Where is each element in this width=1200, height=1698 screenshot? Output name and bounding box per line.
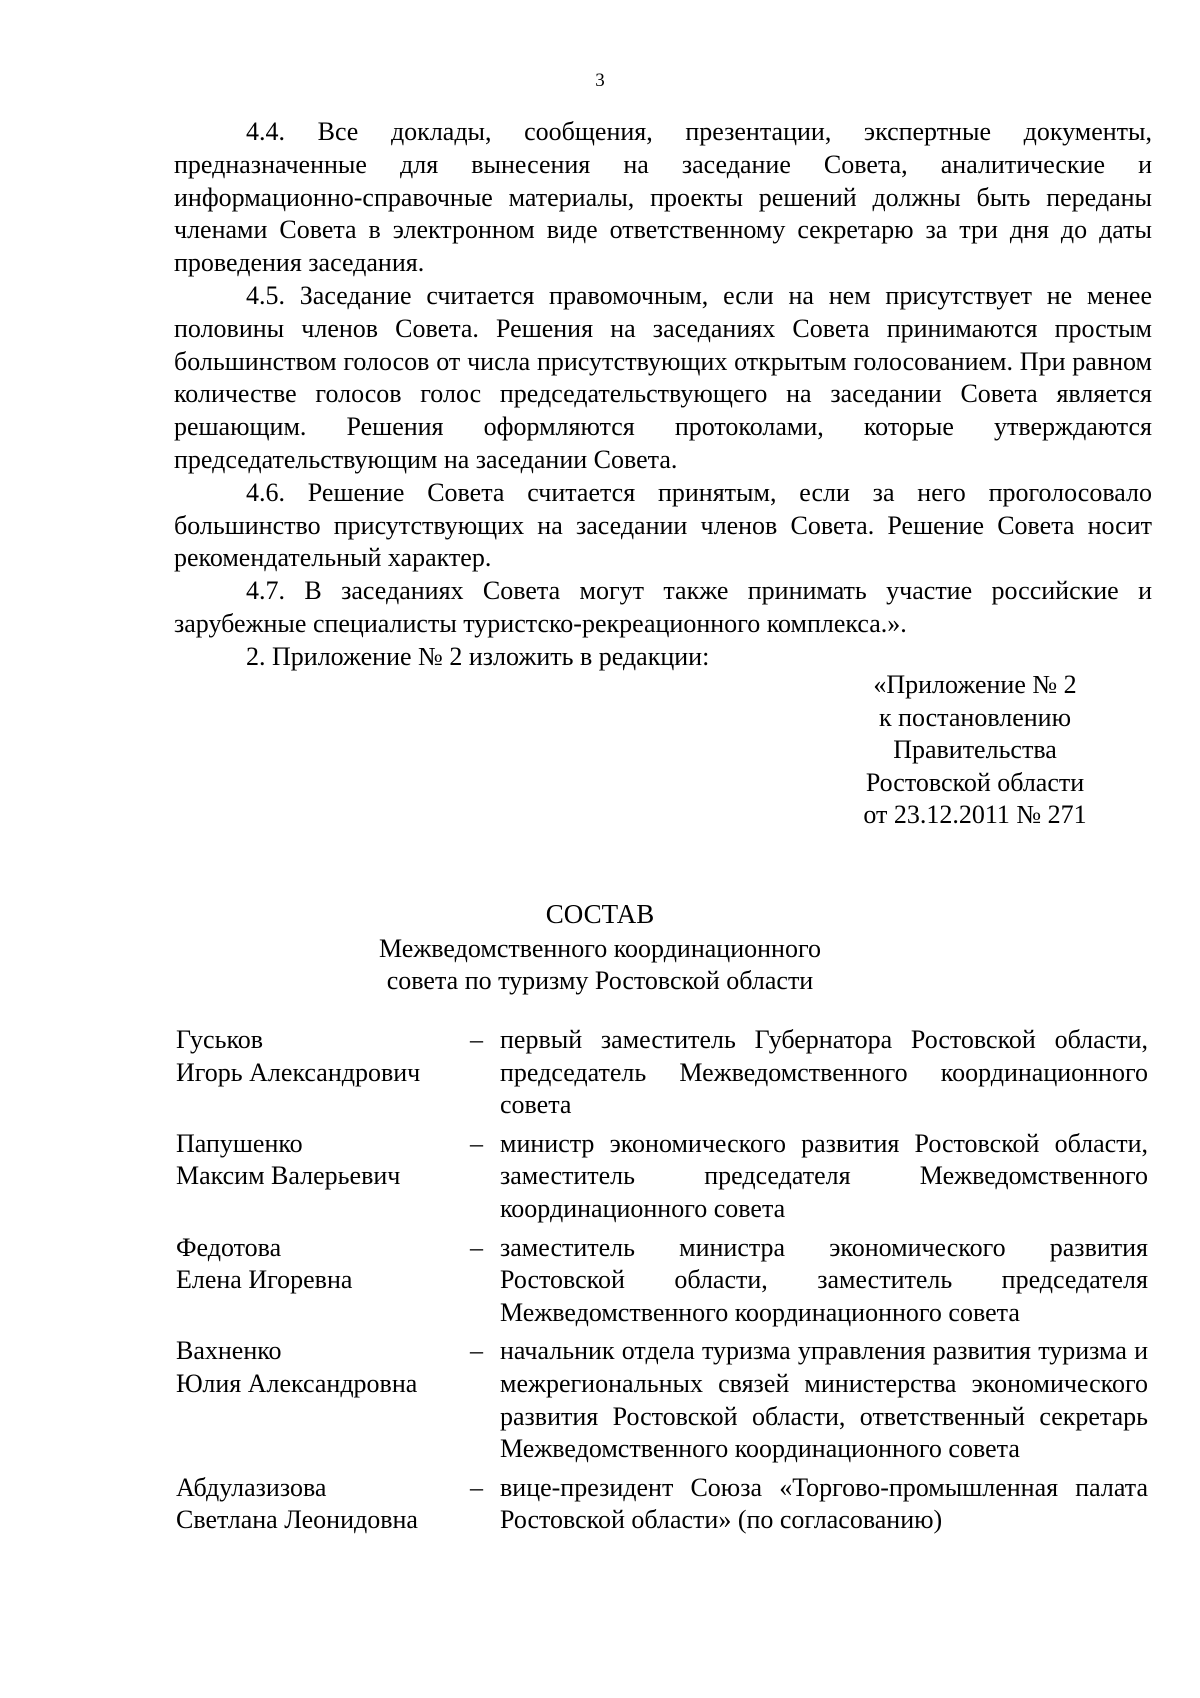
- member-dash: –: [470, 1025, 483, 1054]
- member-surname: Федотова: [176, 1232, 282, 1262]
- member-given-name: Светлана Леонидовна: [176, 1505, 418, 1535]
- member-given-name: Юлия Александровна: [176, 1368, 418, 1398]
- heading-line: совета по туризму Ростовской области: [386, 966, 814, 996]
- member-row: [176, 1472, 1148, 1537]
- member-role: заместитель министра экономического развития Ростовской области, заместитель председателя Межведомственного координационного совета: [500, 1232, 1148, 1327]
- paragraph-4-5: 4.5. Заседание считается правомочным, если на нем присутствует не менее половины членов Совета. Решения на заседаниях Совета принимаются простым большинством голосов от числа присутствующих открытым голосованием. При равном количестве голосов голос председательствующего на заседании Совета является решающим. Решения оформляются протоколами, которые утверждаются председательствующим на заседании Совета.: [174, 280, 1152, 474]
- member-surname: Папушенко: [176, 1128, 303, 1158]
- member-list: [176, 1024, 1148, 1543]
- member-row: [176, 1232, 1148, 1330]
- member-surname: Гуськов: [176, 1025, 264, 1054]
- paragraph-4-7: 4.7. В заседаниях Совета могут также принимать участие российские и зарубежные специалисты туристско-рекреационного комплекса.».: [174, 576, 1152, 638]
- member-role: первый заместитель Губернатора Ростовской области, председатель Межведомственного координационного совета: [500, 1025, 1148, 1120]
- page-number: 3: [595, 70, 605, 91]
- appendix-line: «Приложение № 2: [873, 670, 1077, 699]
- paragraph-2: 2. Приложение № 2 изложить в редакции:: [246, 641, 710, 671]
- composition-heading: [0, 898, 1200, 998]
- paragraph-4-6: 4.6. Решение Совета считается принятым, если за него проголосовало большинство присутствующих на заседании членов Совета. Решение Совета носит рекомендательный характер.: [174, 477, 1152, 573]
- member-name: [176, 1024, 470, 1122]
- member-row: [176, 1128, 1148, 1226]
- member-role: начальник отдела туризма управления развития туризма и межрегиональных связей министерства экономического развития Ростовской области, ответственный секретарь Межведомственного координационного совета: [500, 1336, 1148, 1464]
- member-name: [176, 1472, 470, 1537]
- heading-line: Межведомственного координационного: [379, 933, 821, 963]
- appendix-line: Правительства: [893, 735, 1057, 765]
- appendix-reference: [830, 669, 1120, 832]
- member-row: [176, 1024, 1148, 1122]
- appendix-line: к постановлению: [878, 702, 1072, 732]
- appendix-line: Ростовской области: [865, 767, 1085, 797]
- member-row: [176, 1335, 1148, 1465]
- member-name: [176, 1335, 470, 1465]
- member-name: [176, 1232, 470, 1330]
- member-dash: –: [470, 1472, 483, 1502]
- member-given-name: Игорь Александрович: [176, 1057, 421, 1087]
- member-role: министр экономического развития Ростовской области, заместитель председателя Межведомственного координационного совета: [500, 1128, 1148, 1223]
- member-role: вице-президент Союза «Торгово-промышленная палата Ростовской области» (по согласованию): [500, 1472, 1148, 1535]
- member-dash: –: [470, 1232, 483, 1262]
- member-surname: Вахненко: [176, 1336, 282, 1366]
- member-surname: Абдулазизова: [176, 1472, 327, 1502]
- appendix-line: от 23.12.2011 № 271: [863, 800, 1087, 830]
- member-name: [176, 1128, 470, 1226]
- paragraph-4-4: 4.4. Все доклады, сообщения, презентации, экспертные документы, предназначенные для вынесения на заседание Совета, аналитические и информационно-справочные материалы, проекты решений должны быть переданы членами Совета в электронном виде ответственному секретарю за три дня до даты проведения заседания.: [174, 117, 1152, 278]
- member-given-name: Максим Валерьевич: [176, 1161, 401, 1191]
- member-dash: –: [470, 1336, 483, 1366]
- heading-title: СОСТАВ: [545, 899, 655, 929]
- member-dash: –: [470, 1128, 483, 1158]
- document-body: [174, 116, 1152, 674]
- member-given-name: Елена Игоревна: [176, 1265, 353, 1295]
